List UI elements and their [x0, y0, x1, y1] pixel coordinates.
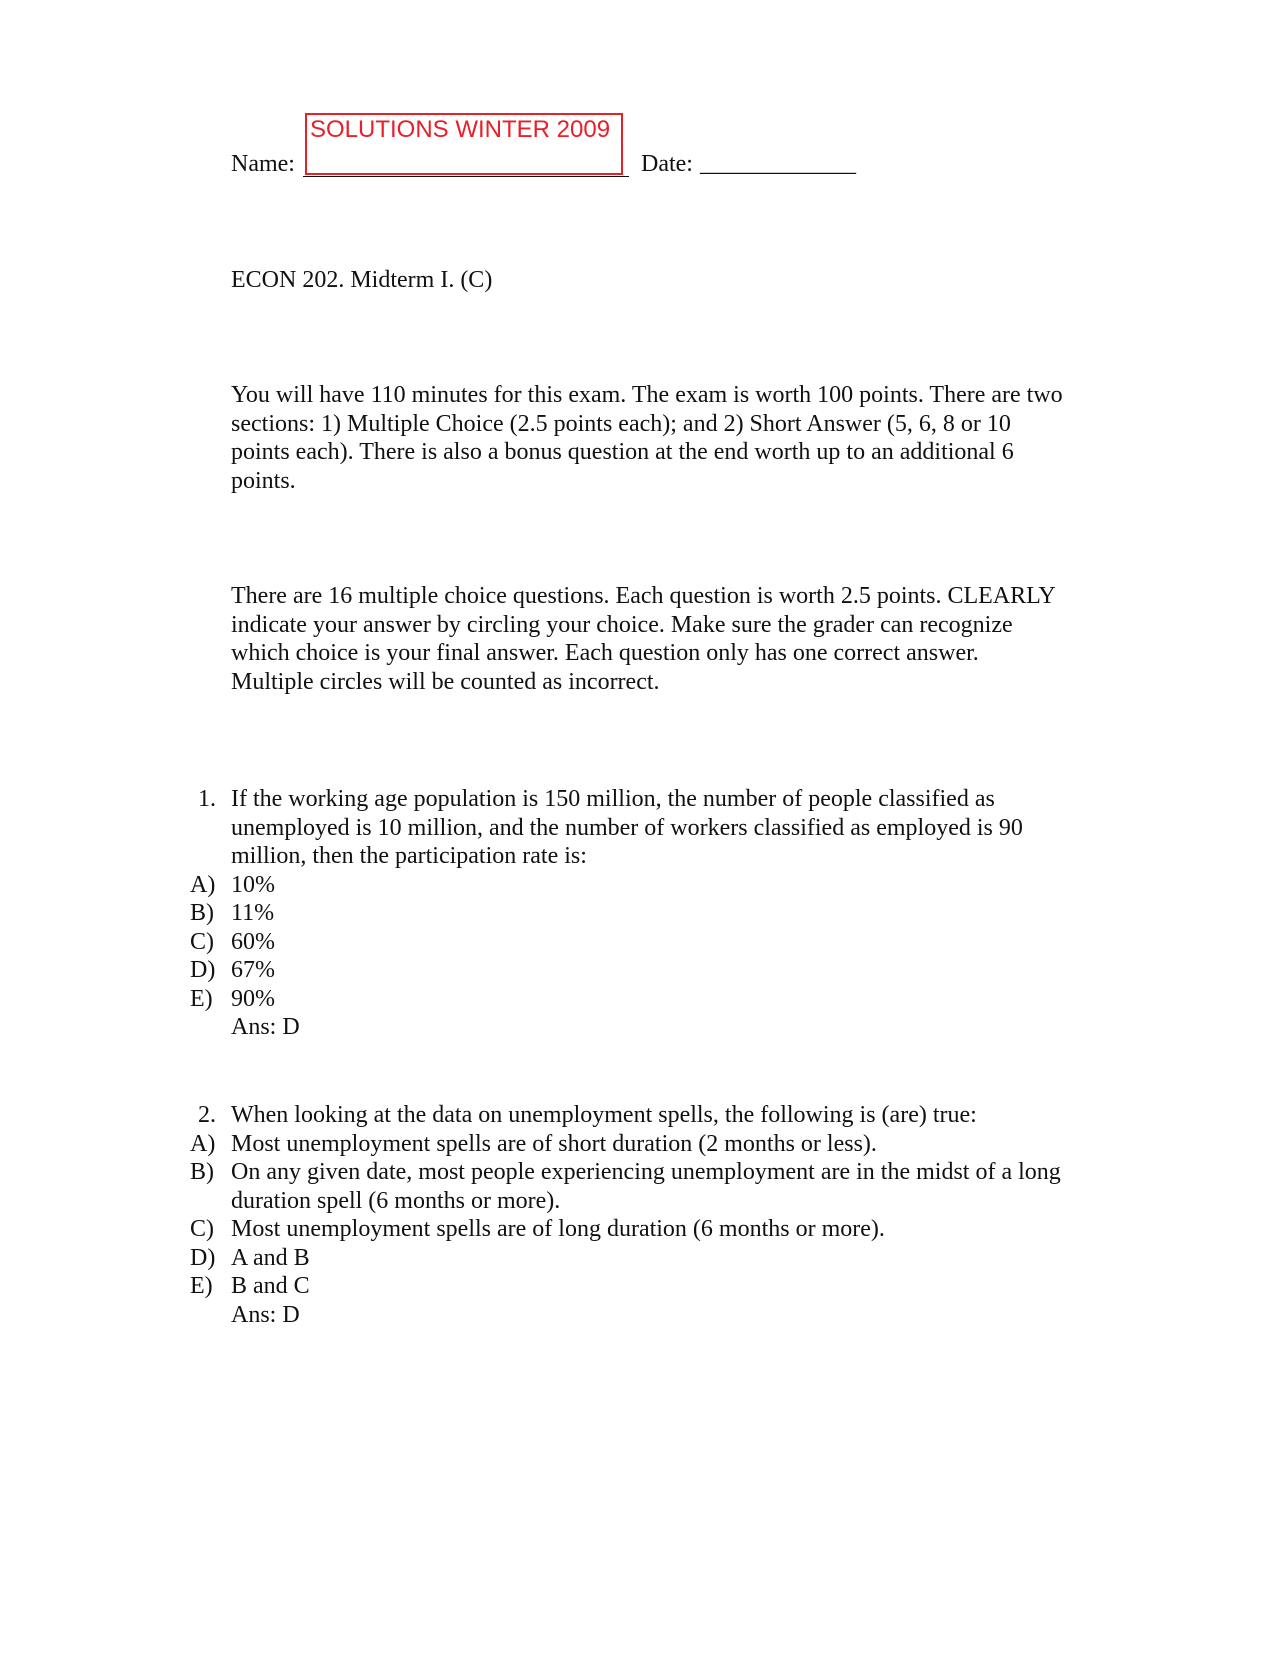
name-underline — [303, 176, 629, 177]
question-stem-line: unemployed is 10 million, and the number of workers classified as employed is 90 — [231, 814, 1023, 841]
option-text[interactable]: Most unemployment spells are of short duration (2 months or less). — [231, 1130, 877, 1157]
intro-line: points. — [231, 467, 296, 494]
option-label: C) — [190, 928, 214, 955]
instructions-line: Multiple circles will be counted as incorrect. — [231, 668, 660, 695]
option-label: E) — [190, 985, 213, 1012]
date-label: Date: — [641, 151, 693, 177]
intro-line: sections: 1) Multiple Choice (2.5 points each); and 2) Short Answer (5, 6, 8 or 10 — [231, 410, 1011, 437]
option-label: E) — [190, 1273, 213, 1299]
option-label: C) — [190, 1216, 214, 1242]
question-stem-line: When looking at the data on unemployment spells, the following is (are) true: — [231, 1102, 977, 1128]
solutions-stamp: SOLUTIONS WINTER 2009 — [305, 113, 623, 175]
option-text[interactable]: 90% — [231, 985, 275, 1012]
instructions-paragraph — [231, 582, 1131, 696]
instructions-line: which choice is your final answer. Each question only has one correct answer. — [231, 640, 979, 666]
exam-title: ECON 202. Midterm I. (C) — [231, 267, 493, 293]
option-text[interactable]: Most unemployment spells are of long duration (6 months or more). — [231, 1216, 885, 1242]
option-label: B) — [190, 900, 214, 926]
option-label: B) — [190, 1159, 214, 1185]
option-text[interactable]: B and C — [231, 1273, 310, 1299]
option-label: A) — [190, 871, 216, 898]
option-text-continuation: duration spell (6 months or more). — [231, 1187, 561, 1214]
option-text[interactable]: On any given date, most people experiencing unemployment are in the midst of a long — [231, 1159, 1061, 1185]
question-number: 1. — [198, 786, 216, 812]
option-label: D) — [190, 957, 216, 983]
intro-line: points each). There is also a bonus question at the end worth up to an additional 6 — [231, 439, 1014, 465]
intro-paragraph — [231, 381, 1131, 495]
option-label: A) — [190, 1130, 216, 1157]
instructions-line: indicate your answer by circling your choice. Make sure the grader can recognize — [231, 611, 1013, 638]
instructions-line: There are 16 multiple choice questions. Each question is worth 2.5 points. CLEARLY — [231, 583, 1056, 609]
option-text[interactable]: 60% — [231, 928, 275, 955]
option-text[interactable]: 11% — [231, 900, 275, 926]
option-text[interactable]: 10% — [231, 871, 275, 898]
option-label: D) — [190, 1244, 216, 1271]
answer-key: Ans: D — [231, 1014, 300, 1040]
answer-key: Ans: D — [231, 1301, 300, 1328]
option-text[interactable]: 67% — [231, 957, 275, 983]
name-label: Name: — [231, 151, 295, 177]
question-stem-line: If the working age population is 150 million, the number of people classified as — [231, 786, 995, 812]
question-stem-line: million, then the participation rate is: — [231, 843, 587, 869]
date-blank: _____________ — [700, 151, 856, 177]
intro-line: You will have 110 minutes for this exam. The exam is worth 100 points. There are two — [231, 382, 1063, 408]
option-text[interactable]: A and B — [231, 1244, 310, 1271]
question-number: 2. — [198, 1102, 216, 1128]
